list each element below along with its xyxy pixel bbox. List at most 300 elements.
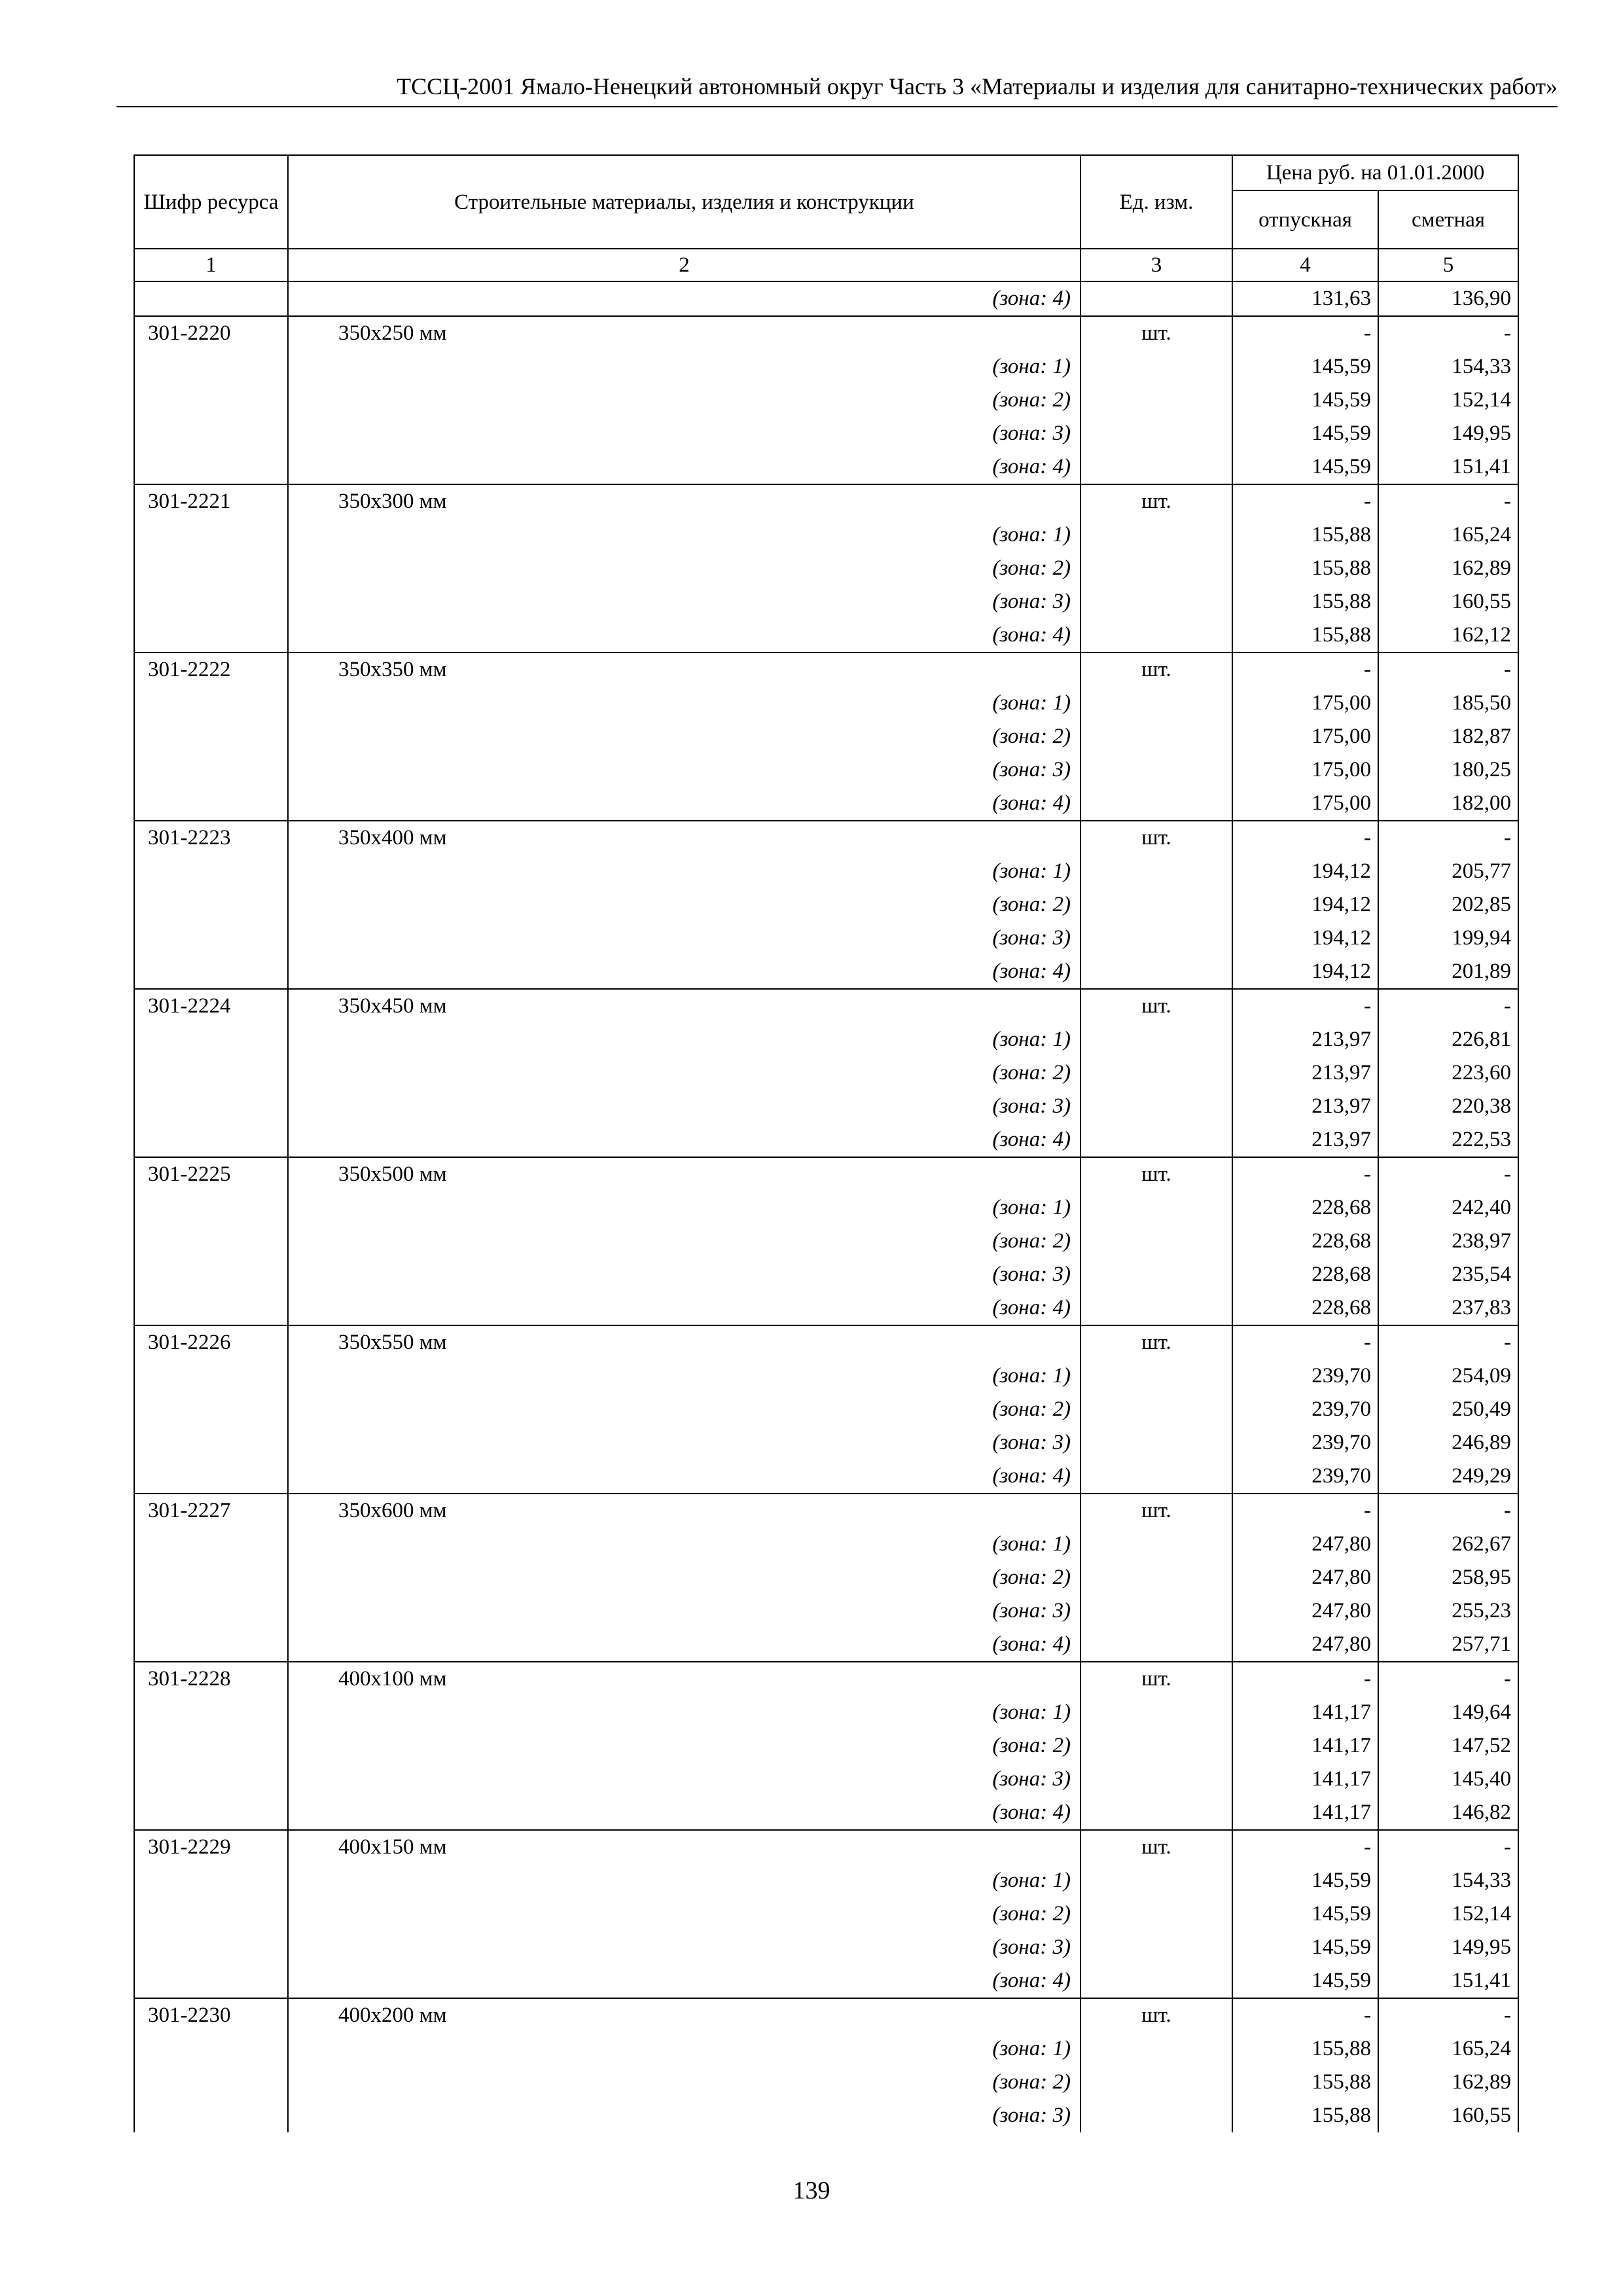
cell-unit bbox=[1080, 2099, 1232, 2132]
cell-code bbox=[134, 855, 288, 888]
cell-release-price: 239,70 bbox=[1232, 1460, 1378, 1494]
cell-unit bbox=[1080, 787, 1232, 821]
table-row bbox=[134, 1729, 1518, 1763]
cell-estimate-price: 165,24 bbox=[1378, 2032, 1518, 2066]
cell-estimate-price: 238,97 bbox=[1378, 1225, 1518, 1258]
cell-release-price: - bbox=[1232, 821, 1378, 855]
cell-unit bbox=[1080, 955, 1232, 989]
cell-zone: (зона: 1) bbox=[288, 855, 1080, 888]
cell-release-price: 141,17 bbox=[1232, 1696, 1378, 1729]
cell-release-price: 141,17 bbox=[1232, 1763, 1378, 1796]
table-row bbox=[134, 552, 1518, 585]
cell-unit bbox=[1080, 1393, 1232, 1426]
cell-estimate-price: 182,87 bbox=[1378, 720, 1518, 753]
cell-release-price: 194,12 bbox=[1232, 955, 1378, 989]
table-row bbox=[134, 585, 1518, 619]
cell-unit bbox=[1080, 1964, 1232, 1998]
table-row bbox=[134, 2099, 1518, 2132]
cell-code bbox=[134, 2066, 288, 2099]
cell-estimate-price: 154,33 bbox=[1378, 1864, 1518, 1897]
cell-release-price: 175,00 bbox=[1232, 687, 1378, 720]
cell-estimate-price: - bbox=[1378, 989, 1518, 1023]
cell-code bbox=[134, 1023, 288, 1056]
cell-release-price: 247,80 bbox=[1232, 1594, 1378, 1628]
cell-estimate-price: 180,25 bbox=[1378, 753, 1518, 787]
cell-estimate-price: 202,85 bbox=[1378, 888, 1518, 922]
cell-code bbox=[134, 450, 288, 484]
table-row bbox=[134, 888, 1518, 922]
cell-zone: (зона: 2) bbox=[288, 1561, 1080, 1594]
table-row bbox=[134, 1123, 1518, 1157]
cell-unit: шт. bbox=[1080, 989, 1232, 1023]
cell-code bbox=[134, 1897, 288, 1931]
cell-code bbox=[134, 922, 288, 955]
cell-release-price: 228,68 bbox=[1232, 1258, 1378, 1291]
cell-zone: (зона: 3) bbox=[288, 1258, 1080, 1291]
cell-release-price: 239,70 bbox=[1232, 1393, 1378, 1426]
cell-release-price: 194,12 bbox=[1232, 922, 1378, 955]
table-row bbox=[134, 753, 1518, 787]
cell-release-price: 145,59 bbox=[1232, 1964, 1378, 1998]
cell-zone: (зона: 3) bbox=[288, 1090, 1080, 1123]
cell-name: 350x300 мм bbox=[288, 484, 1080, 518]
cell-estimate-price: 182,00 bbox=[1378, 787, 1518, 821]
table-row bbox=[134, 1964, 1518, 1998]
cell-estimate-price: 152,14 bbox=[1378, 1897, 1518, 1931]
cell-code: 301-2230 bbox=[134, 1998, 288, 2032]
cell-estimate-price: 250,49 bbox=[1378, 1393, 1518, 1426]
cell-code bbox=[134, 1561, 288, 1594]
cell-zone: (зона: 1) bbox=[288, 1528, 1080, 1561]
table-row bbox=[134, 1191, 1518, 1225]
cell-estimate-price: 149,95 bbox=[1378, 417, 1518, 450]
cell-estimate-price: 249,29 bbox=[1378, 1460, 1518, 1494]
cell-release-price: - bbox=[1232, 1157, 1378, 1191]
cell-estimate-price: 258,95 bbox=[1378, 1561, 1518, 1594]
cell-release-price: 175,00 bbox=[1232, 753, 1378, 787]
cell-zone: (зона: 2) bbox=[288, 720, 1080, 753]
cell-estimate-price: 262,67 bbox=[1378, 1528, 1518, 1561]
column-number: 1 bbox=[134, 249, 288, 281]
cell-release-price: - bbox=[1232, 1662, 1378, 1696]
cell-code bbox=[134, 1258, 288, 1291]
table-row bbox=[134, 1393, 1518, 1426]
column-number: 5 bbox=[1378, 249, 1518, 281]
cell-release-price: 213,97 bbox=[1232, 1023, 1378, 1056]
cell-zone: (зона: 4) bbox=[288, 1291, 1080, 1325]
cell-estimate-price: 147,52 bbox=[1378, 1729, 1518, 1763]
cell-release-price: 131,63 bbox=[1232, 281, 1378, 316]
cell-estimate-price: - bbox=[1378, 821, 1518, 855]
cell-code bbox=[134, 1763, 288, 1796]
cell-zone: (зона: 1) bbox=[288, 1023, 1080, 1056]
cell-code bbox=[134, 1393, 288, 1426]
cell-release-price: 228,68 bbox=[1232, 1225, 1378, 1258]
table-row bbox=[134, 1426, 1518, 1460]
cell-unit bbox=[1080, 1561, 1232, 1594]
cell-unit bbox=[1080, 1696, 1232, 1729]
cell-code: 301-2227 bbox=[134, 1494, 288, 1528]
cell-release-price: 175,00 bbox=[1232, 787, 1378, 821]
cell-release-price: - bbox=[1232, 1325, 1378, 1359]
cell-unit bbox=[1080, 1796, 1232, 1830]
cell-release-price: 155,88 bbox=[1232, 2032, 1378, 2066]
cell-estimate-price: 136,90 bbox=[1378, 281, 1518, 316]
cell-unit bbox=[1080, 384, 1232, 417]
cell-estimate-price: 149,64 bbox=[1378, 1696, 1518, 1729]
cell-code bbox=[134, 1528, 288, 1561]
cell-estimate-price: 220,38 bbox=[1378, 1090, 1518, 1123]
cell-unit bbox=[1080, 619, 1232, 653]
table-row bbox=[134, 1830, 1518, 1864]
cell-name: 350x550 мм bbox=[288, 1325, 1080, 1359]
cell-zone: (зона: 4) bbox=[288, 1964, 1080, 1998]
cell-release-price: 145,59 bbox=[1232, 1897, 1378, 1931]
cell-release-price: 213,97 bbox=[1232, 1090, 1378, 1123]
cell-zone: (зона: 2) bbox=[288, 552, 1080, 585]
cell-estimate-price: - bbox=[1378, 316, 1518, 350]
cell-release-price: 194,12 bbox=[1232, 855, 1378, 888]
table-row bbox=[134, 1662, 1518, 1696]
table-row bbox=[134, 1023, 1518, 1056]
cell-release-price: 141,17 bbox=[1232, 1729, 1378, 1763]
table-row bbox=[134, 1998, 1518, 2032]
cell-unit bbox=[1080, 2066, 1232, 2099]
cell-release-price: - bbox=[1232, 484, 1378, 518]
cell-zone: (зона: 2) bbox=[288, 1897, 1080, 1931]
cell-estimate-price: - bbox=[1378, 1494, 1518, 1528]
cell-unit bbox=[1080, 585, 1232, 619]
cell-code bbox=[134, 1796, 288, 1830]
table-row bbox=[134, 922, 1518, 955]
table-row bbox=[134, 1528, 1518, 1561]
cell-unit bbox=[1080, 450, 1232, 484]
cell-estimate-price: 199,94 bbox=[1378, 922, 1518, 955]
cell-code bbox=[134, 585, 288, 619]
cell-estimate-price: 226,81 bbox=[1378, 1023, 1518, 1056]
cell-name: 400x100 мм bbox=[288, 1662, 1080, 1696]
table-body bbox=[134, 281, 1518, 2132]
table-row bbox=[134, 1494, 1518, 1528]
cell-name: 350x250 мм bbox=[288, 316, 1080, 350]
column-number: 3 bbox=[1080, 249, 1232, 281]
cell-name: 350x400 мм bbox=[288, 821, 1080, 855]
cell-zone: (зона: 1) bbox=[288, 687, 1080, 720]
cell-unit bbox=[1080, 1460, 1232, 1494]
cell-code bbox=[134, 787, 288, 821]
cell-estimate-price: 185,50 bbox=[1378, 687, 1518, 720]
cell-estimate-price: - bbox=[1378, 1325, 1518, 1359]
cell-code bbox=[134, 1460, 288, 1494]
cell-release-price: - bbox=[1232, 989, 1378, 1023]
cell-code bbox=[134, 753, 288, 787]
cell-release-price: - bbox=[1232, 1830, 1378, 1864]
cell-code bbox=[134, 1090, 288, 1123]
cell-zone: (зона: 2) bbox=[288, 2066, 1080, 2099]
cell-unit bbox=[1080, 1628, 1232, 1662]
cell-zone: (зона: 1) bbox=[288, 1191, 1080, 1225]
cell-code: 301-2221 bbox=[134, 484, 288, 518]
cell-estimate-price: 151,41 bbox=[1378, 450, 1518, 484]
cell-code: 301-2225 bbox=[134, 1157, 288, 1191]
cell-unit bbox=[1080, 552, 1232, 585]
cell-release-price: 155,88 bbox=[1232, 552, 1378, 585]
cell-code bbox=[134, 1426, 288, 1460]
column-number: 2 bbox=[288, 249, 1080, 281]
cell-unit bbox=[1080, 1258, 1232, 1291]
cell-code bbox=[134, 552, 288, 585]
cell-code bbox=[134, 955, 288, 989]
cell-estimate-price: 162,89 bbox=[1378, 2066, 1518, 2099]
cell-unit bbox=[1080, 1594, 1232, 1628]
table-row bbox=[134, 1696, 1518, 1729]
cell-zone: (зона: 3) bbox=[288, 1763, 1080, 1796]
cell-release-price: 155,88 bbox=[1232, 2099, 1378, 2132]
cell-estimate-price: 146,82 bbox=[1378, 1796, 1518, 1830]
cell-release-price: 247,80 bbox=[1232, 1561, 1378, 1594]
cell-unit bbox=[1080, 1864, 1232, 1897]
cell-code bbox=[134, 417, 288, 450]
cell-estimate-price: 237,83 bbox=[1378, 1291, 1518, 1325]
cell-unit bbox=[1080, 1023, 1232, 1056]
header-code: Шифр ресурса bbox=[134, 155, 288, 249]
cell-zone: (зона: 4) bbox=[288, 787, 1080, 821]
cell-name: 400x150 мм bbox=[288, 1830, 1080, 1864]
cell-estimate-price: 235,54 bbox=[1378, 1258, 1518, 1291]
cell-zone: (зона: 4) bbox=[288, 1796, 1080, 1830]
cell-code bbox=[134, 1191, 288, 1225]
cell-estimate-price: 154,33 bbox=[1378, 350, 1518, 384]
cell-release-price: 194,12 bbox=[1232, 888, 1378, 922]
cell-unit bbox=[1080, 720, 1232, 753]
cell-unit bbox=[1080, 350, 1232, 384]
table-row bbox=[134, 720, 1518, 753]
cell-unit bbox=[1080, 888, 1232, 922]
table-row bbox=[134, 450, 1518, 484]
cell-zone: (зона: 2) bbox=[288, 1225, 1080, 1258]
cell-unit bbox=[1080, 1763, 1232, 1796]
cell-code bbox=[134, 687, 288, 720]
header-estimate-price: сметная bbox=[1378, 190, 1518, 249]
table-row bbox=[134, 1931, 1518, 1964]
table-row bbox=[134, 1897, 1518, 1931]
cell-unit: шт. bbox=[1080, 1662, 1232, 1696]
table-row bbox=[134, 1594, 1518, 1628]
cell-code bbox=[134, 720, 288, 753]
cell-release-price: - bbox=[1232, 653, 1378, 687]
cell-code bbox=[134, 1964, 288, 1998]
cell-release-price: 145,59 bbox=[1232, 350, 1378, 384]
table-row bbox=[134, 384, 1518, 417]
cell-code bbox=[134, 1696, 288, 1729]
cell-zone: (зона: 1) bbox=[288, 2032, 1080, 2066]
cell-zone: (зона: 4) bbox=[288, 1628, 1080, 1662]
cell-estimate-price: 145,40 bbox=[1378, 1763, 1518, 1796]
cell-estimate-price: 242,40 bbox=[1378, 1191, 1518, 1225]
cell-zone: (зона: 3) bbox=[288, 2099, 1080, 2132]
cell-release-price: 155,88 bbox=[1232, 2066, 1378, 2099]
cell-release-price: 239,70 bbox=[1232, 1426, 1378, 1460]
table-row bbox=[134, 2032, 1518, 2066]
cell-code: 301-2229 bbox=[134, 1830, 288, 1864]
table-row bbox=[134, 1359, 1518, 1393]
cell-unit bbox=[1080, 1056, 1232, 1090]
cell-estimate-price: 151,41 bbox=[1378, 1964, 1518, 1998]
cell-estimate-price: 152,14 bbox=[1378, 384, 1518, 417]
cell-code: 301-2220 bbox=[134, 316, 288, 350]
table-row bbox=[134, 989, 1518, 1023]
cell-release-price: 213,97 bbox=[1232, 1056, 1378, 1090]
cell-zone: (зона: 4) bbox=[288, 450, 1080, 484]
table-row bbox=[134, 518, 1518, 552]
cell-code: 301-2226 bbox=[134, 1325, 288, 1359]
cell-code: 301-2223 bbox=[134, 821, 288, 855]
table-row bbox=[134, 1628, 1518, 1662]
cell-release-price: 228,68 bbox=[1232, 1291, 1378, 1325]
cell-estimate-price: 162,89 bbox=[1378, 552, 1518, 585]
cell-zone: (зона: 2) bbox=[288, 1056, 1080, 1090]
cell-code bbox=[134, 1291, 288, 1325]
cell-zone: (зона: 4) bbox=[288, 1123, 1080, 1157]
cell-unit: шт. bbox=[1080, 821, 1232, 855]
cell-code bbox=[134, 888, 288, 922]
cell-code bbox=[134, 1359, 288, 1393]
cell-name: 350x350 мм bbox=[288, 653, 1080, 687]
cell-release-price: 145,59 bbox=[1232, 417, 1378, 450]
table-row bbox=[134, 787, 1518, 821]
cell-zone: (зона: 3) bbox=[288, 1931, 1080, 1964]
table-row bbox=[134, 281, 1518, 316]
cell-unit: шт. bbox=[1080, 1494, 1232, 1528]
table-row bbox=[134, 619, 1518, 653]
cell-name: 350x600 мм bbox=[288, 1494, 1080, 1528]
cell-code bbox=[134, 1594, 288, 1628]
cell-code bbox=[134, 1931, 288, 1964]
cell-estimate-price: 160,55 bbox=[1378, 585, 1518, 619]
cell-unit bbox=[1080, 1225, 1232, 1258]
cell-unit: шт. bbox=[1080, 1998, 1232, 2032]
cell-release-price: - bbox=[1232, 1998, 1378, 2032]
cell-zone: (зона: 1) bbox=[288, 350, 1080, 384]
header-unit: Ед. изм. bbox=[1080, 155, 1232, 249]
table-row bbox=[134, 687, 1518, 720]
cell-release-price: 155,88 bbox=[1232, 518, 1378, 552]
cell-unit bbox=[1080, 855, 1232, 888]
cell-unit bbox=[1080, 1359, 1232, 1393]
cell-unit bbox=[1080, 1729, 1232, 1763]
cell-unit bbox=[1080, 1528, 1232, 1561]
cell-code bbox=[134, 1729, 288, 1763]
cell-estimate-price: - bbox=[1378, 1662, 1518, 1696]
cell-estimate-price: 254,09 bbox=[1378, 1359, 1518, 1393]
cell-name: 400x200 мм bbox=[288, 1998, 1080, 2032]
cell-zone: (зона: 3) bbox=[288, 585, 1080, 619]
cell-code bbox=[134, 619, 288, 653]
cell-unit: шт. bbox=[1080, 1157, 1232, 1191]
cell-unit bbox=[1080, 518, 1232, 552]
cell-zone: (зона: 3) bbox=[288, 1426, 1080, 1460]
cell-estimate-price: 162,12 bbox=[1378, 619, 1518, 653]
page-header bbox=[116, 73, 1558, 107]
cell-release-price: 228,68 bbox=[1232, 1191, 1378, 1225]
cell-code bbox=[134, 518, 288, 552]
cell-zone: (зона: 1) bbox=[288, 1864, 1080, 1897]
cell-estimate-price: 149,95 bbox=[1378, 1931, 1518, 1964]
table-row bbox=[134, 855, 1518, 888]
cell-code bbox=[134, 2032, 288, 2066]
cell-unit: шт. bbox=[1080, 653, 1232, 687]
cell-zone: (зона: 2) bbox=[288, 888, 1080, 922]
cell-zone: (зона: 2) bbox=[288, 384, 1080, 417]
cell-zone: (зона: 4) bbox=[288, 281, 1080, 316]
cell-zone: (зона: 4) bbox=[288, 955, 1080, 989]
table-row bbox=[134, 1157, 1518, 1191]
cell-code bbox=[134, 1628, 288, 1662]
table-row bbox=[134, 2066, 1518, 2099]
cell-zone: (зона: 1) bbox=[288, 518, 1080, 552]
cell-estimate-price: - bbox=[1378, 653, 1518, 687]
cell-code bbox=[134, 1225, 288, 1258]
cell-unit bbox=[1080, 1931, 1232, 1964]
header-release-price: отпускная bbox=[1232, 190, 1378, 249]
cell-code bbox=[134, 2099, 288, 2132]
cell-estimate-price: 246,89 bbox=[1378, 1426, 1518, 1460]
cell-release-price: 239,70 bbox=[1232, 1359, 1378, 1393]
cell-estimate-price: 255,23 bbox=[1378, 1594, 1518, 1628]
cell-zone: (зона: 3) bbox=[288, 1594, 1080, 1628]
cell-zone: (зона: 1) bbox=[288, 1696, 1080, 1729]
cell-zone: (зона: 4) bbox=[288, 619, 1080, 653]
cell-zone: (зона: 3) bbox=[288, 753, 1080, 787]
cell-estimate-price: - bbox=[1378, 1157, 1518, 1191]
cell-release-price: 145,59 bbox=[1232, 1864, 1378, 1897]
cell-unit bbox=[1080, 687, 1232, 720]
cell-zone: (зона: 2) bbox=[288, 1393, 1080, 1426]
cell-estimate-price: 160,55 bbox=[1378, 2099, 1518, 2132]
cell-estimate-price: 165,24 bbox=[1378, 518, 1518, 552]
cell-code: 301-2224 bbox=[134, 989, 288, 1023]
cell-unit bbox=[1080, 1426, 1232, 1460]
column-number: 4 bbox=[1232, 249, 1378, 281]
cell-unit: шт. bbox=[1080, 1830, 1232, 1864]
table-row bbox=[134, 821, 1518, 855]
cell-estimate-price: 201,89 bbox=[1378, 955, 1518, 989]
header-price-group: Цена руб. на 01.01.2000 bbox=[1232, 155, 1518, 190]
table-row bbox=[134, 484, 1518, 518]
table-header bbox=[134, 155, 1518, 281]
table-row bbox=[134, 1258, 1518, 1291]
table-row bbox=[134, 1090, 1518, 1123]
cell-release-price: 155,88 bbox=[1232, 619, 1378, 653]
cell-zone: (зона: 3) bbox=[288, 417, 1080, 450]
table-row bbox=[134, 1796, 1518, 1830]
cell-unit bbox=[1080, 1291, 1232, 1325]
cell-code: 301-2222 bbox=[134, 653, 288, 687]
cell-unit bbox=[1080, 281, 1232, 316]
page-number: 139 bbox=[793, 2177, 830, 2204]
cell-release-price: 141,17 bbox=[1232, 1796, 1378, 1830]
table-row bbox=[134, 955, 1518, 989]
cell-zone: (зона: 4) bbox=[288, 1460, 1080, 1494]
cell-code bbox=[134, 384, 288, 417]
table-row bbox=[134, 1864, 1518, 1897]
cell-estimate-price: - bbox=[1378, 1998, 1518, 2032]
cell-unit bbox=[1080, 753, 1232, 787]
cell-release-price: 247,80 bbox=[1232, 1528, 1378, 1561]
cell-name: 350x500 мм bbox=[288, 1157, 1080, 1191]
cell-estimate-price: 222,53 bbox=[1378, 1123, 1518, 1157]
cell-release-price: 155,88 bbox=[1232, 585, 1378, 619]
